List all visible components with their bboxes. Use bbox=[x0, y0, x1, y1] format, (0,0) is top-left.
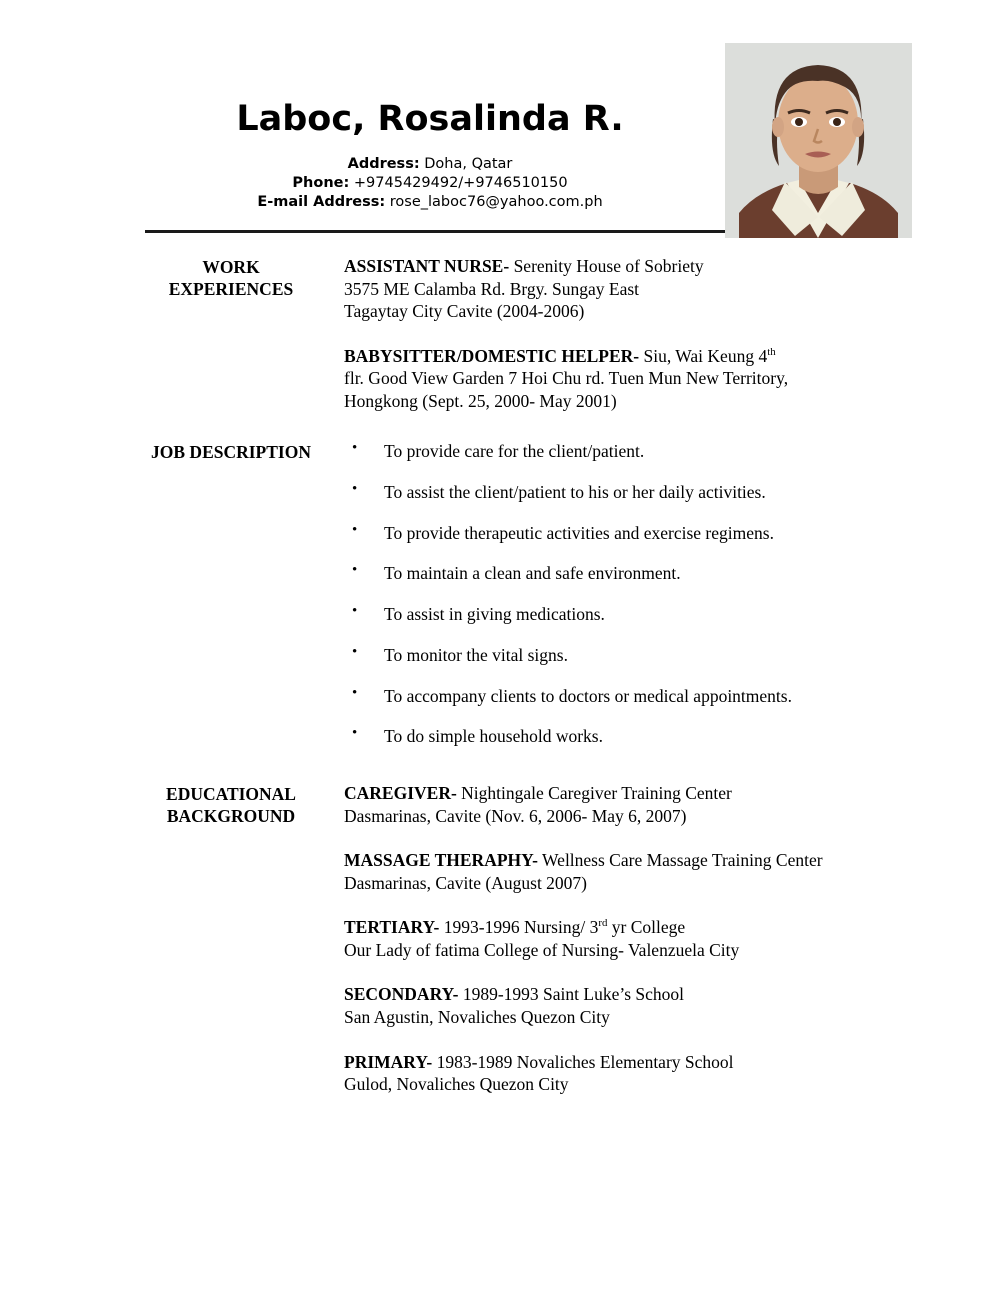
education-entry-title: PRIMARY- bbox=[344, 1051, 433, 1072]
education-entry-institution: 1989-1993 Saint Luke’s School bbox=[458, 984, 684, 1005]
header-divider bbox=[145, 230, 725, 233]
work-entry-line-3: Hongkong (Sept. 25, 2000- May 2001) bbox=[344, 390, 617, 411]
education-entry bbox=[344, 1051, 855, 1096]
education-entry bbox=[344, 916, 855, 961]
list-item: • To provide care for the client/patient. bbox=[344, 440, 855, 463]
education-entry-title-line bbox=[344, 782, 855, 805]
education-entry-title-line bbox=[344, 983, 855, 1006]
list-item: • To accompany clients to doctors or medical appointments. bbox=[344, 685, 855, 708]
work-entry bbox=[344, 345, 855, 413]
education-entry-line-2: Dasmarinas, Cavite (August 2007) bbox=[344, 872, 588, 893]
education-label-line-1: EDUCATIONAL bbox=[166, 784, 296, 804]
work-entry-title: BABYSITTER/DOMESTIC HELPER- bbox=[344, 345, 640, 366]
address-label: Address: bbox=[347, 155, 420, 172]
list-item: • To maintain a clean and safe environment. bbox=[344, 562, 855, 585]
education-entry-title: CAREGIVER- bbox=[344, 783, 457, 803]
education-entry bbox=[344, 849, 855, 894]
work-entry-title-superscript: th bbox=[767, 345, 776, 358]
education-entry-title-line bbox=[344, 1051, 855, 1074]
list-item: • To assist in giving medications. bbox=[344, 603, 855, 626]
section-job-description bbox=[145, 440, 855, 748]
work-entry-title-line bbox=[344, 345, 855, 368]
resume-header bbox=[145, 100, 715, 212]
list-item: • To provide therapeutic activities and exercise regimens. bbox=[344, 522, 855, 545]
work-entry bbox=[344, 255, 855, 323]
education-entry-title: TERTIARY- bbox=[344, 917, 440, 938]
job-description-label: JOB DESCRIPTION bbox=[151, 442, 311, 462]
applicant-name: Laboc, Rosalinda R. bbox=[236, 99, 624, 139]
applicant-photo bbox=[725, 35, 912, 238]
education-entry-institution: 1983-1989 Novaliches Elementary School bbox=[432, 1051, 734, 1072]
phone-label: Phone: bbox=[292, 174, 350, 191]
education-entry-title-line bbox=[344, 916, 855, 939]
work-entry-line-2: flr. Good View Garden 7 Hoi Chu rd. Tuen Mun New Territory, bbox=[344, 368, 789, 389]
section-educational-background bbox=[145, 782, 855, 1096]
work-entry-employer: Siu, Wai Keung 4 bbox=[639, 345, 768, 366]
education-entry-institution: Nightingale Caregiver Training Center bbox=[456, 783, 732, 803]
email-line bbox=[145, 193, 715, 212]
education-entry-line-2: San Agustin, Novaliches Quezon City bbox=[344, 1006, 610, 1027]
job-description-content bbox=[317, 440, 855, 748]
list-item: • To assist the client/patient to his or her daily activities. bbox=[344, 481, 855, 504]
education-entry-institution: 1993-1996 Nursing/ 3 bbox=[439, 917, 599, 938]
education-entry-title: SECONDARY- bbox=[344, 984, 459, 1005]
work-experiences-content bbox=[317, 255, 855, 412]
education-entry-line-2: Gulod, Novaliches Quezon City bbox=[344, 1074, 569, 1095]
phone-value: +9745429492/+9746510150 bbox=[349, 174, 568, 191]
work-label-line-1: WORK bbox=[202, 257, 260, 277]
education-entry-title-line bbox=[344, 849, 855, 872]
job-description-list bbox=[344, 440, 855, 748]
work-entry-title: ASSISTANT NURSE- bbox=[344, 256, 510, 276]
education-entry-title-tail: yr College bbox=[607, 917, 686, 938]
list-item: • To monitor the vital signs. bbox=[344, 644, 855, 667]
education-entry-title: MASSAGE THERAPHY- bbox=[344, 850, 538, 871]
educational-background-content bbox=[317, 782, 855, 1096]
portrait-illustration bbox=[725, 35, 912, 238]
address-value: Doha, Qatar bbox=[419, 155, 513, 172]
work-entry-title-line bbox=[344, 255, 855, 278]
educational-background-label bbox=[145, 782, 317, 828]
education-entry bbox=[344, 983, 855, 1028]
email-label: E-mail Address: bbox=[257, 193, 386, 210]
education-entry-title-superscript: rd bbox=[598, 917, 608, 930]
education-entry bbox=[344, 782, 855, 827]
phone-line bbox=[145, 174, 715, 193]
work-entry-line-2: 3575 ME Calamba Rd. Brgy. Sungay East bbox=[344, 278, 640, 299]
work-entry-line-3: Tagaytay City Cavite (2004-2006) bbox=[344, 301, 585, 322]
education-entry-line-2: Dasmarinas, Cavite (Nov. 6, 2006- May 6, 2007) bbox=[344, 805, 687, 826]
address-line bbox=[145, 155, 715, 174]
list-item: • To do simple household works. bbox=[344, 725, 855, 748]
work-entry-employer: Serenity House of Sobriety bbox=[509, 256, 704, 276]
work-experiences-label bbox=[145, 255, 317, 301]
work-label-line-2: EXPERIENCES bbox=[168, 279, 294, 300]
education-entry-line-2: Our Lady of fatima College of Nursing- Valenzuela City bbox=[344, 939, 740, 960]
education-entry-institution: Wellness Care Massage Training Center bbox=[538, 850, 823, 871]
education-label-line-2: BACKGROUND bbox=[166, 806, 296, 827]
email-value: rose_laboc76@yahoo.com.ph bbox=[385, 193, 603, 210]
section-work-experiences bbox=[145, 255, 855, 412]
